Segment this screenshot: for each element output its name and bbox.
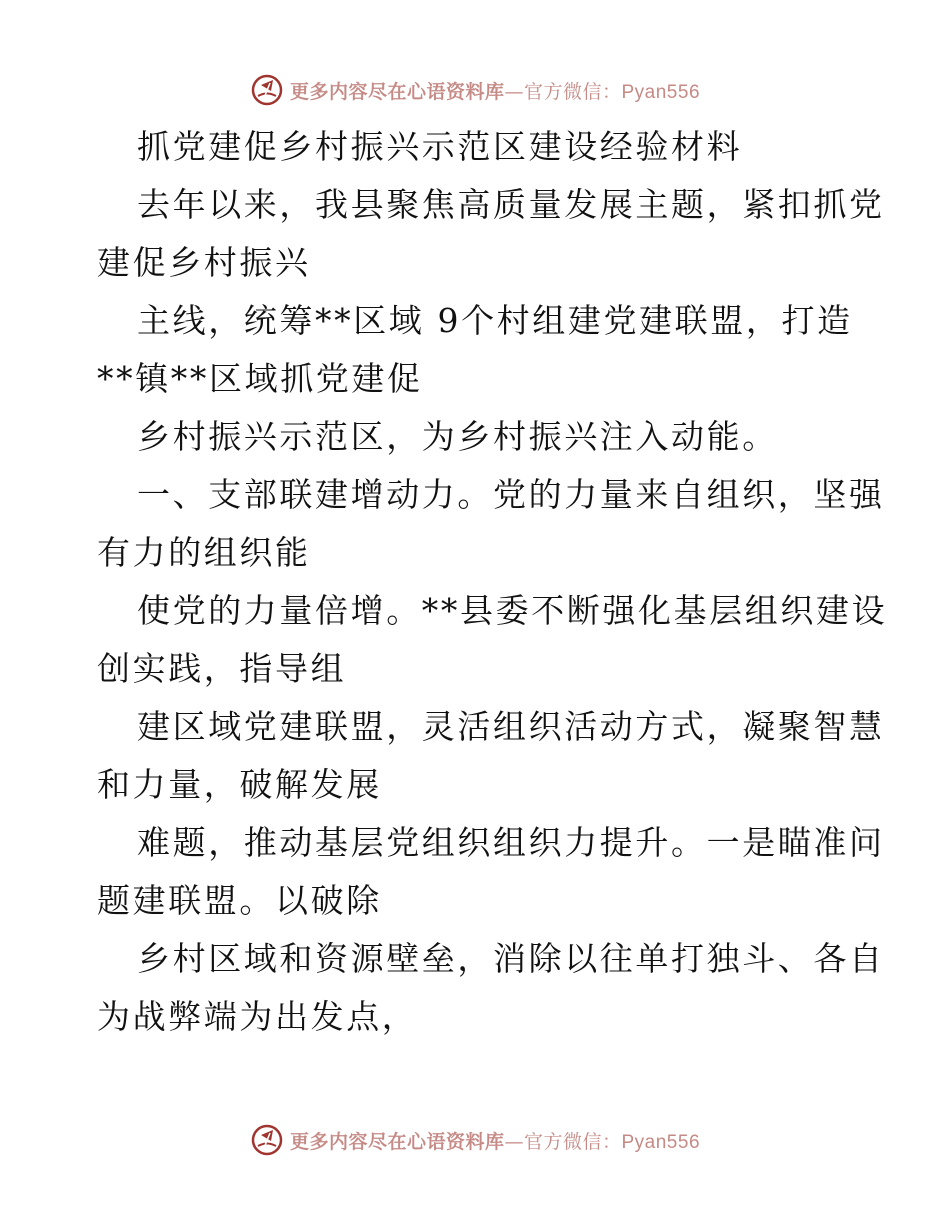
paragraph-line: 乡村振兴示范区，为乡村振兴注入动能。 xyxy=(137,417,778,456)
paragraph-line: 主线，统筹**区域 9个村组建党建联盟，打造 xyxy=(137,301,853,340)
paragraph-line: 难题，推动基层党组织组织力提升。一是瞄准问 xyxy=(137,823,885,862)
banner-wechat: 官方微信：Pyan556 xyxy=(524,81,701,103)
banner-dash: — xyxy=(504,80,524,103)
paragraph-line: 使党的力量倍增。**县委不断强化基层组织建设 xyxy=(137,591,888,630)
paragraph-line: 和力量，破解发展 xyxy=(97,765,382,804)
banner-text xyxy=(290,77,700,104)
paragraph-line: 去年以来，我县聚焦高质量发展主题，紧扣抓党 xyxy=(137,185,885,224)
document-title: 抓党建促乡村振兴示范区建设经验材料 xyxy=(137,127,743,166)
header-watermark-banner xyxy=(0,70,950,110)
banner-dash: — xyxy=(504,1130,524,1153)
paragraph-line: 建区域党建联盟，灵活组织活动方式，凝聚智慧 xyxy=(137,707,885,746)
paragraph-line: 建促乡村振兴 xyxy=(97,243,311,282)
paragraph-line: **镇**区域抓党建促 xyxy=(97,359,423,398)
paragraph-line: 乡村区域和资源壁垒，消除以往单打独斗、各自 xyxy=(137,939,885,978)
banner-wechat: 官方微信：Pyan556 xyxy=(524,1131,701,1153)
paragraph-line: 题建联盟。以破除 xyxy=(97,881,382,920)
paragraph-line: 有力的组织能 xyxy=(97,533,311,572)
paragraph-line: 一、支部联建增动力。党的力量来自组织，坚强 xyxy=(137,475,885,514)
document-body xyxy=(97,118,888,1046)
banner-title: 更多内容尽在心语资料库 xyxy=(289,80,505,103)
book-pen-logo-icon xyxy=(250,1123,284,1157)
paragraph-line: 创实践，指导组 xyxy=(97,649,347,688)
paragraph-line: 为战弊端为出发点， xyxy=(97,997,418,1036)
book-pen-logo-icon xyxy=(250,73,284,107)
footer-watermark-banner xyxy=(0,1120,950,1160)
banner-text xyxy=(290,1127,700,1154)
banner-title: 更多内容尽在心语资料库 xyxy=(289,1130,505,1153)
